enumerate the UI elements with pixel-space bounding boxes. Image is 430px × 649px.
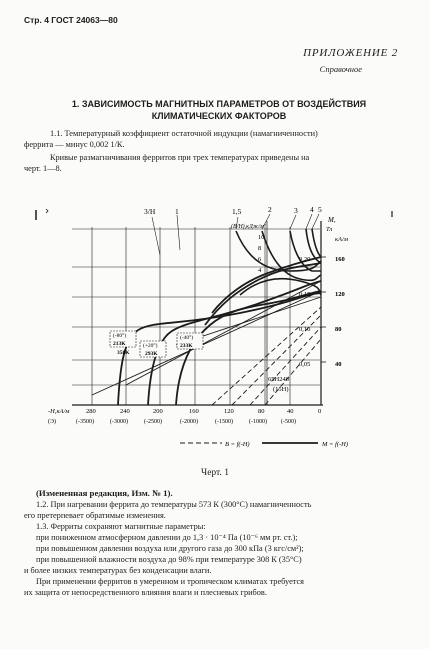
left-axis-value: 10 xyxy=(258,234,265,241)
right-axis-title-m: M, xyxy=(328,216,336,224)
right-outer-label: 120 xyxy=(335,291,345,298)
curve-label-4: 4 xyxy=(310,205,314,214)
para-1-1-line-3: Кривые размагничивания ферритов при трех температурах приведены на xyxy=(50,153,310,162)
x-axis-label: 280 xyxy=(86,408,96,415)
curve-label-1: 1 xyxy=(175,207,179,216)
callout-text: (-80°) xyxy=(113,333,127,339)
x-axis-title: -H,кА/м xyxy=(48,408,70,415)
curve-label-2: 2 xyxy=(268,205,272,214)
x-axis-oe-label: (-1000) xyxy=(249,419,267,425)
curve-label-3h: 3/H xyxy=(144,207,156,216)
left-axis-value: 4 xyxy=(258,267,262,274)
curve-label-1-5: 1,5 xyxy=(232,207,242,216)
callout-temp: 213K xyxy=(113,341,126,347)
b-dashed-line xyxy=(265,339,321,405)
x-axis-label: 200 xyxy=(153,408,163,415)
callout-temp: 293K xyxy=(145,351,158,357)
material-label: 65Н240 xyxy=(268,376,289,383)
x-axis-oe-label: (-1500) xyxy=(215,419,233,425)
x-axis-oe-label: (-3500) xyxy=(76,419,94,425)
demagnetization-chart xyxy=(0,195,430,455)
section-title: 1. ЗАВИСИМОСТЬ МАГНИТНЫХ ПАРАМЕТРОВ ОТ ВОЗДЕЙСТВИЯ КЛИМАТИЧЕСКИХ ФАКТОРОВ xyxy=(71,99,367,121)
right-inner-label: 0,15 xyxy=(299,291,311,298)
right-outer-label: 40 xyxy=(335,361,342,368)
right-outer-label: 80 xyxy=(335,326,342,333)
x-axis-label: 0 xyxy=(318,408,322,415)
energy-curve xyxy=(312,229,321,257)
right-inner-label: 0,10 xyxy=(299,326,311,333)
appendix-title: ПРИЛОЖЕНИЕ 2 xyxy=(303,47,398,59)
para-1-2-line-2: его претерпевает обратимые изменения. xyxy=(24,511,166,520)
edition-note: (Измененная редакция, Изм. № 1). xyxy=(36,488,173,498)
right-axis-ticks xyxy=(321,257,326,362)
para-1-2-line-1: 1.2. При нагревании феррита до температуры 573 К (300°С) намагниченность xyxy=(36,500,312,509)
corner-mark xyxy=(46,209,48,213)
appendix-subtitle: Справочное xyxy=(319,64,362,74)
para-1-3-line-1: 1.3. Ферриты сохраняют магнитные параметры: xyxy=(36,522,206,531)
para-1-1-line-2: феррита — минус 0,002 1/К. xyxy=(24,140,125,149)
para-1-1-line-1: 1.1. Температурный коэффициент остаточной индукции (намагниченности) xyxy=(50,129,318,138)
para-1-1-line-4: черт. 1—8. xyxy=(24,164,62,173)
x-axis-label: 40 xyxy=(287,408,294,415)
para-1-3-line-6: При применении ферритов в умеренном и тропическом климатах требуется xyxy=(36,577,304,586)
material-label: (15Н) xyxy=(273,386,289,393)
page-header: Стр. 4 ГОСТ 24063—80 xyxy=(24,15,118,25)
para-1-3-line-4: при повышенной влажности воздуха до 98% при температуре 308 К (35°С) xyxy=(36,555,302,564)
para-1-3-line-2: при пониженном атмосферном давлении до 1,3 · 10⁻⁴ Па (10⁻⁶ мм рт. ст.); xyxy=(36,533,298,542)
right-axis-title-t: Тл xyxy=(326,226,333,233)
x-axis-oe-label: (-500) xyxy=(281,419,296,425)
x-axis-unit: (Э) xyxy=(48,419,56,425)
figure-caption: Черт. 1 xyxy=(201,468,229,478)
left-axis-title: (B/H),кДж/м³ xyxy=(231,224,266,230)
right-outer-label: 160 xyxy=(335,256,345,263)
callout-temp: 358K xyxy=(117,350,130,356)
right-inner-label: 0,20 xyxy=(299,256,311,263)
x-axis-oe-label: (-2500) xyxy=(144,419,162,425)
x-axis-oe-label: (-3000) xyxy=(110,419,128,425)
curve-label-5: 5 xyxy=(318,205,322,214)
x-axis-label: 160 xyxy=(189,408,199,415)
callout-temp: 233K xyxy=(180,343,193,349)
curve-label-3: 3 xyxy=(294,206,298,215)
left-axis-value: 8 xyxy=(258,245,262,252)
legend-b-label: B = f(-H) xyxy=(225,441,250,448)
left-axis-value: 6 xyxy=(258,256,262,263)
para-1-3-line-5: и более низких температурах без конденсации влаги. xyxy=(24,566,212,575)
x-axis-oe-label: (-2000) xyxy=(180,419,198,425)
legend-m-label: M = f(-H) xyxy=(322,441,349,448)
callout-text: (+20°) xyxy=(143,343,158,349)
right-inner-label: 0,05 xyxy=(299,361,311,368)
callout-text: (-40°) xyxy=(180,335,194,341)
x-axis-label: 240 xyxy=(120,408,130,415)
para-1-3-line-3: при повышенном давлении воздуха или другого газа до 300 кПа (3 кгс/см²); xyxy=(36,544,304,553)
x-axis-label: 80 xyxy=(258,408,265,415)
right-axis-title-ka: кА/м xyxy=(335,236,348,243)
para-1-3-line-7: их защита от непосредственного влияния влаги и плесневых грибов. xyxy=(24,588,267,597)
x-axis-label: 120 xyxy=(224,408,234,415)
b-dashed-line xyxy=(212,307,321,405)
